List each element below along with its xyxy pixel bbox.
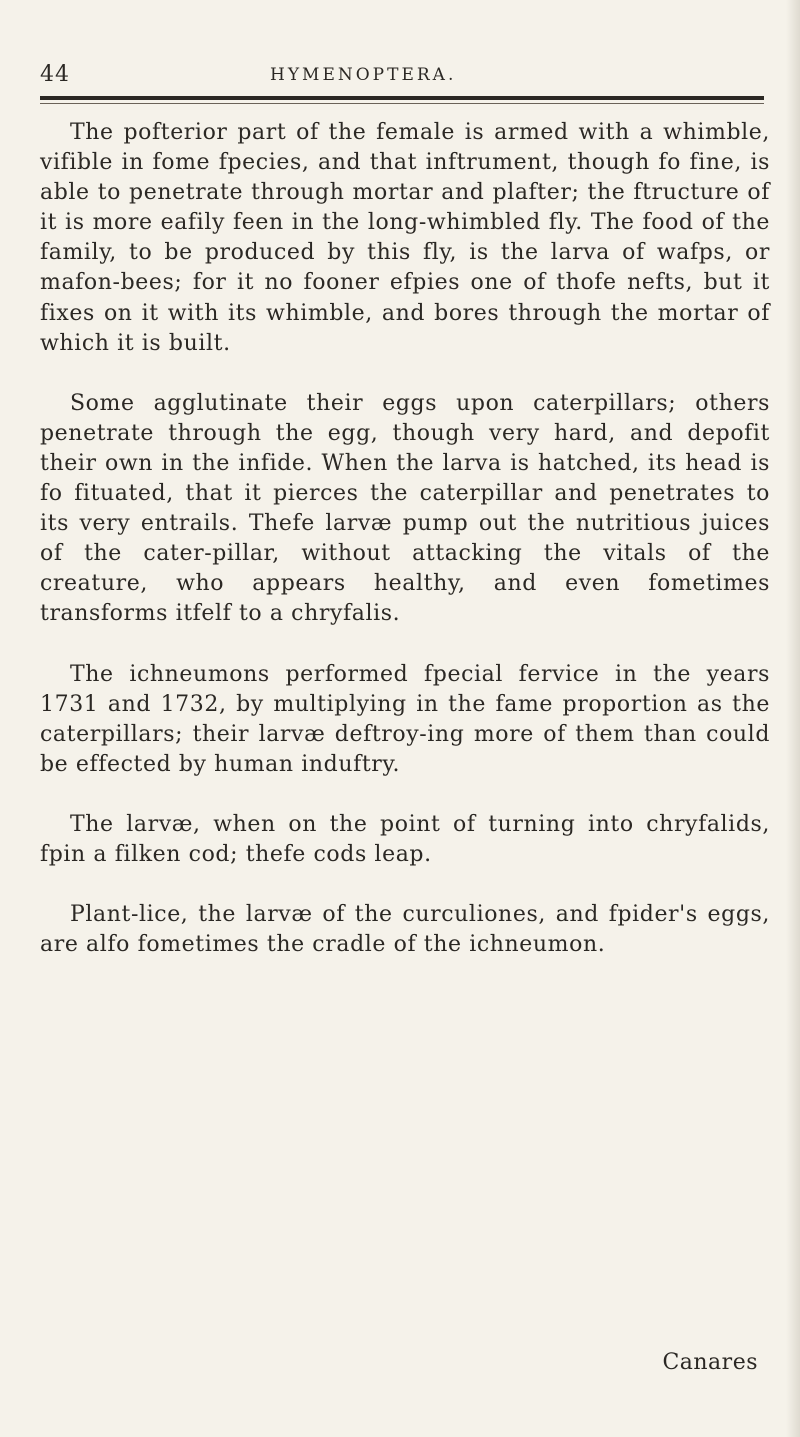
paragraph-3: The ichneumons performed fpecial fervice in the years 1731 and 1732, by multiplying in the fame proportion as the caterpillars; their larvæ deftroy-ing more of them than could be effected by human induftry. <box>40 661 770 777</box>
header-rule-thick <box>40 96 764 100</box>
paragraph-2: Some agglutinate their eggs upon caterpillars; others penetrate through the egg, though very hard, and depofit their own in the infide. When the larva is hatched, its head is fo fituated, that it pierces the caterpillar and penetrates to its very entrails. Thefe larvæ pump out the nutritious juices of the cater-pillar, without attacking the vitals of the creature, who appears healthy, and even fometimes transforms itfelf to a chryfalis. <box>40 390 770 627</box>
paragraph-4: The larvæ, when on the point of turning into chryfalids, fpin a filken cod; thefe cods leap. <box>40 811 770 867</box>
page-edge-shadow <box>786 0 800 1437</box>
paragraph-5: Plant-lice, the larvæ of the curculiones, and fpider's eggs, are alfo fometimes the cradle of the ichneumon. <box>40 902 770 958</box>
running-head: HYMENOPTERA. <box>270 65 457 85</box>
header-rule-thin <box>40 103 764 104</box>
paragraph-1: The pofterior part of the female is armed with a whimble, vifible in fome fpecies, and that inftrument, though fo fine, is able to penetrate through mortar and plafter; the ftructure of it is more eafily feen in the long-whimbled fly. The food of the family, to be produced by this fly, is the larva of wafps, or mafon-bees; for it no fooner efpies one of thofe nefts, but it fixes on it with its whimble, and bores through the mortar of which it is built. <box>40 120 770 356</box>
catchword: Canares <box>662 1350 758 1375</box>
body-text <box>40 118 770 990</box>
page-number: 44 <box>40 62 70 87</box>
